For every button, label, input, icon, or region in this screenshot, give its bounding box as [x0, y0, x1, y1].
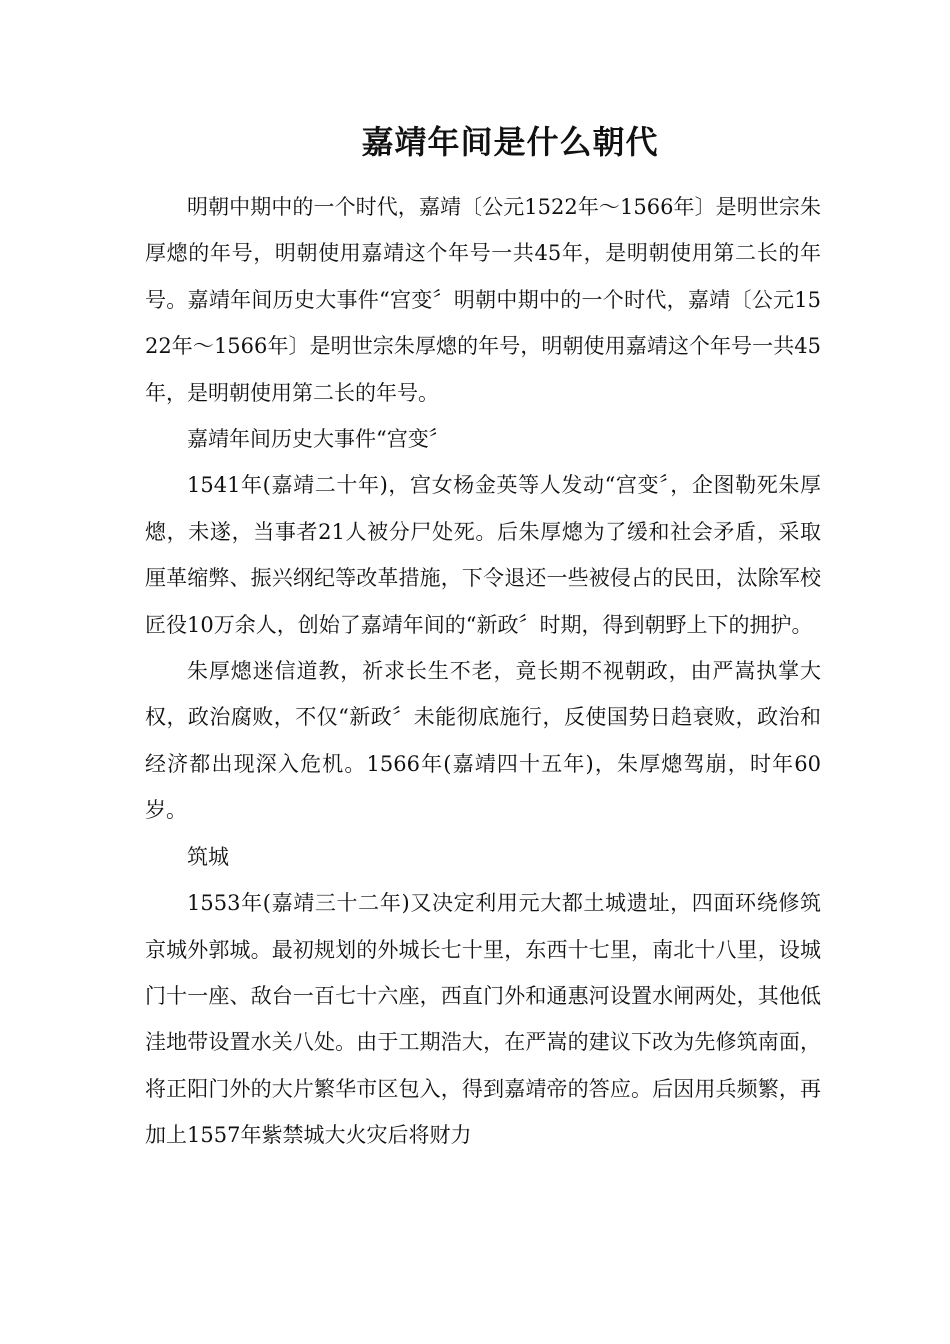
section-heading-city-wall: 筑城: [187, 844, 229, 869]
paragraph-taoism-decline: 朱厚熜迷信道教，祈求长生不老，竟长期不视朝政，由严嵩执掌大权，政治腐败，不仅“新政〞未能彻底施行，反使国势日趋衰败，政治和经济都出现深入危机。1566年(嘉靖四十五年)，朱厚熜驾崩，时年60岁。: [145, 659, 821, 823]
page-title: 嘉靖年间是什么朝代: [361, 123, 659, 161]
document-body: [145, 184, 821, 1159]
paragraph-city-wall: 1553年(嘉靖三十二年)又决定利用元大都土城遗址，四面环绕修筑京城外郭城。最初规划的外城长七十里，东西十七里，南北十八里，设城门十一座、敌台一百七十六座，西直门外和通惠河设置水闸两处，其他低洼地带设置水关八处。由于工期浩大，在严嵩的建议下改为先修筑南面，将正阳门外的大片繁华市区包入，得到嘉靖帝的答应。后因用兵频繁，再加上1557年紫禁城大火灾后将财力: [145, 891, 821, 1148]
section-heading-palace-coup: 嘉靖年间历史大事件“宫变〞: [187, 427, 450, 452]
paragraph-palace-coup: 1541年(嘉靖二十年)，宫女杨金英等人发动“宫变〞，企图勒死朱厚熜，未遂，当事者21人被分尸处死。后朱厚熜为了缓和社会矛盾，采取厘革缩弊、振兴纲纪等改革措施，下令退还一些被侵占的民田，汰除军校匠役10万余人，创始了嘉靖年间的“新政〞时期，得到朝野上下的拥护。: [145, 473, 821, 637]
paragraph-intro: 明朝中期中的一个时代，嘉靖〔公元1522年～1566年〕是明世宗朱厚熜的年号，明朝使用嘉靖这个年号一共45年，是明朝使用第二长的年号。嘉靖年间历史大事件“宫变〞明朝中期中的一个时代，嘉靖〔公元1522年～1566年〕是明世宗朱厚熜的年号，明朝使用嘉靖这个年号一共45年，是明朝使用第二长的年号。: [145, 195, 821, 405]
